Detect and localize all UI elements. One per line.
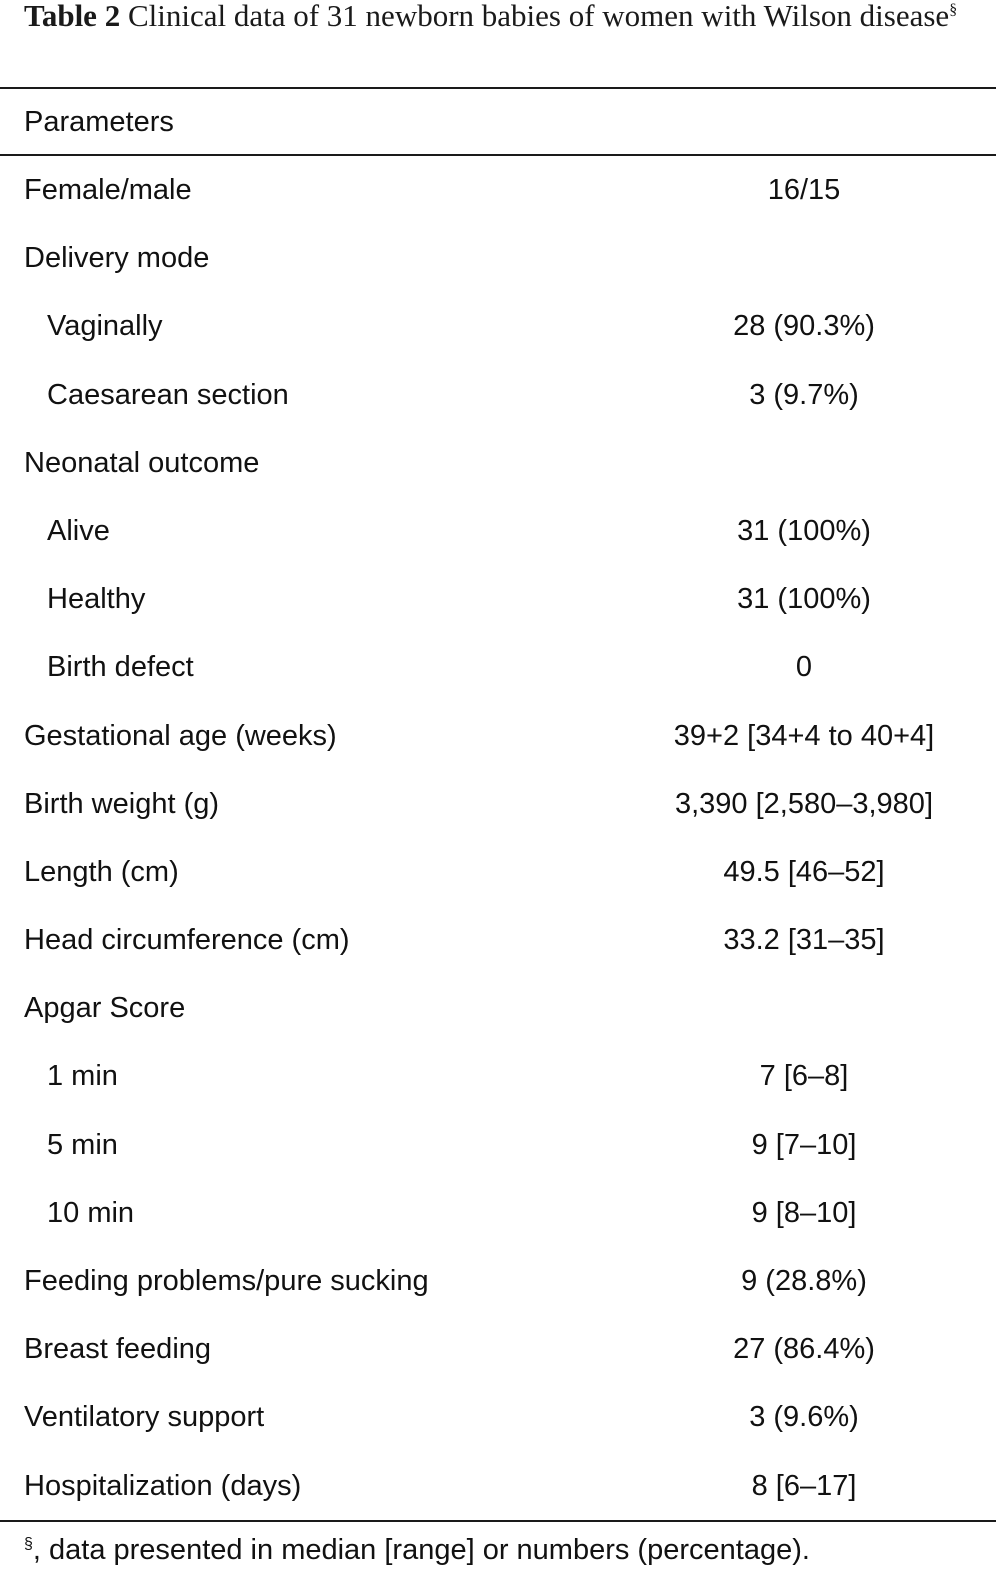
row-parameter: Head circumference (cm) (24, 924, 350, 957)
row-value: 3 (9.7%) (749, 378, 859, 411)
table-row (0, 1315, 996, 1383)
row-value: 7 [6–8] (759, 1060, 849, 1093)
table-row (0, 770, 996, 838)
row-parameter: Vaginally (47, 310, 163, 343)
table-row (0, 429, 996, 497)
row-parameter: Hospitalization (days) (24, 1469, 302, 1502)
row-parameter: 5 min (47, 1128, 118, 1161)
row-parameter: Breast feeding (24, 1333, 212, 1366)
row-parameter: Feeding problems/pure sucking (24, 1265, 429, 1297)
table-row (0, 838, 996, 906)
row-parameter: Female/male (24, 174, 192, 206)
row-value: 16/15 (767, 174, 841, 206)
row-parameter: Neonatal outcome (24, 446, 260, 479)
row-parameter: Gestational age (weeks) (24, 719, 337, 752)
table-row (0, 361, 996, 429)
table-row (0, 1179, 996, 1247)
table-label: Table 2 (24, 0, 121, 33)
bottom-rule (0, 1520, 996, 1522)
row-parameter: 10 min (47, 1196, 135, 1229)
row-value: 39+2 [34+4 to 40+4] (673, 719, 935, 752)
table-row (0, 633, 996, 701)
caption-footnote-marker: § (949, 1, 958, 19)
row-value: 28 (90.3%) (733, 310, 875, 343)
row-value: 3 (9.6%) (749, 1401, 859, 1434)
row-value: 31 (100%) (737, 514, 871, 547)
table-footnote (24, 1527, 810, 1573)
table-row (0, 1452, 996, 1520)
table-row (0, 974, 996, 1042)
row-value (614, 224, 994, 292)
table-row (0, 224, 996, 292)
row-value: 31 (100%) (737, 583, 871, 616)
row-value: 9 [7–10] (751, 1128, 857, 1161)
row-parameter: Delivery mode (24, 242, 210, 275)
table-row (0, 702, 996, 770)
row-parameter: Alive (47, 514, 110, 547)
table-row (0, 1383, 996, 1451)
row-parameter: Caesarean section (47, 378, 289, 411)
footnote-text: , data presented in median [range] or numbers (percentage). (32, 1534, 810, 1566)
column-header-parameters: Parameters (24, 106, 174, 138)
row-value: 0 (795, 651, 813, 684)
row-value: 8 [6–17] (751, 1469, 857, 1502)
table-row (0, 1042, 996, 1110)
row-value: 9 (28.8%) (741, 1265, 867, 1297)
top-rule (0, 87, 996, 89)
row-value (614, 429, 994, 497)
row-parameter: 1 min (47, 1060, 118, 1093)
table-row (0, 156, 996, 224)
row-parameter: Ventilatory support (24, 1401, 265, 1434)
row-value (614, 974, 994, 1042)
table-row (0, 1247, 996, 1315)
table-row (0, 497, 996, 565)
row-parameter: Length (cm) (24, 855, 179, 888)
table-row (0, 1111, 996, 1179)
row-value: 27 (86.4%) (733, 1333, 875, 1366)
table-caption (24, 0, 984, 38)
table-row (0, 565, 996, 633)
table-body (0, 156, 996, 1520)
table-row (0, 906, 996, 974)
row-parameter: Healthy (47, 583, 146, 616)
row-parameter: Birth defect (47, 651, 194, 684)
row-value: 9 [8–10] (751, 1196, 857, 1229)
table-title: Clinical data of 31 newborn babies of women with Wilson disease (127, 0, 950, 33)
row-value: 49.5 [46–52] (723, 855, 885, 888)
row-value: 33.2 [31–35] (723, 924, 885, 957)
row-parameter: Apgar Score (24, 992, 186, 1025)
table-row (0, 292, 996, 360)
footnote-marker: § (24, 1535, 33, 1553)
row-parameter: Birth weight (g) (24, 787, 220, 820)
row-value: 3,390 [2,580–3,980] (674, 787, 933, 820)
